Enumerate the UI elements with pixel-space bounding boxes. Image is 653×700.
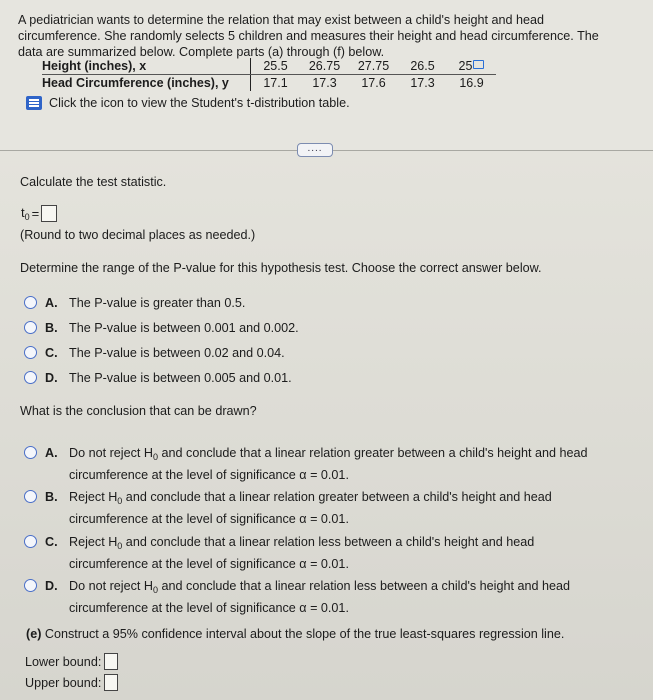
radio-button[interactable] — [24, 346, 37, 359]
y-value-4: 17.3 — [410, 76, 435, 90]
radio-button[interactable] — [24, 371, 37, 384]
y-value-1: 17.1 — [263, 76, 288, 90]
pvalue-option-c[interactable]: C. The P-value is between 0.02 and 0.04. — [24, 344, 285, 362]
radio-button[interactable] — [24, 490, 37, 503]
data-table — [42, 58, 496, 91]
pvalue-option-a[interactable]: A. The P-value is greater than 0.5. — [24, 294, 245, 312]
x-value-2: 26.75 — [300, 58, 349, 75]
y-value-2: 17.3 — [312, 76, 337, 90]
conclusion-option-c[interactable]: C. Reject $H_0$ and conclude that a linear relation less between a child's height and head circumference at the level of significance α = 0.01. — [24, 533, 614, 573]
radio-button[interactable] — [24, 296, 37, 309]
problem-intro — [18, 12, 643, 60]
equals-sign: = — [31, 206, 40, 221]
pvalue-prompt: Determine the range of the P-value for this hypothesis test. Choose the correct answer below. — [20, 261, 542, 275]
head-circumference-row-label: Head Circumference (inches), y — [42, 75, 251, 92]
intro-line-3: data are summarized below. Complete parts (a) through (f) below. — [18, 45, 385, 59]
y-value-5: 16.9 — [459, 76, 484, 90]
y-value-3: 17.6 — [361, 76, 386, 90]
x-value-1: 25.5 — [251, 58, 301, 75]
t-table-link-text: Click the icon to view the Student's t-distribution table. — [49, 96, 350, 110]
conclusion-option-d[interactable]: D. Do not reject $H_0$ and conclude that a linear relation less between a child's height and head circumference at the level of significance α = 0.01. — [24, 577, 614, 617]
x-value-4: 26.5 — [398, 58, 447, 75]
conclusion-option-a[interactable]: A. Do not reject $H_0$ and conclude that a linear relation greater between a child's height and head circumference at the level of significance α = 0.01. — [24, 444, 614, 484]
lower-bound-input[interactable] — [104, 653, 118, 670]
radio-button[interactable] — [24, 446, 37, 459]
height-row-label: Height (inches), x — [42, 58, 251, 75]
pvalue-option-d[interactable]: D. The P-value is between 0.005 and 0.01. — [24, 369, 292, 387]
intro-line-2: circumference. She randomly selects 5 children and measures their height and head circumference. The — [18, 29, 599, 43]
conclusion-prompt: What is the conclusion that can be drawn? — [20, 404, 257, 418]
radio-button[interactable] — [24, 535, 37, 548]
copy-data-icon[interactable] — [473, 60, 484, 69]
t-label: $t_0$ — [21, 205, 30, 222]
x-value-5: 25 — [458, 59, 473, 73]
t-table-link[interactable] — [26, 96, 350, 110]
upper-bound-input[interactable] — [104, 674, 118, 691]
conclusion-option-b[interactable]: B. Reject $H_0$ and conclude that a linear relation greater between a child's height and head circumference at the level of significance α = 0.01. — [24, 488, 614, 528]
lower-bound-row — [25, 653, 118, 670]
expand-more-button[interactable]: .... — [297, 143, 333, 157]
x-value-3: 27.75 — [349, 58, 398, 75]
radio-button[interactable] — [24, 321, 37, 334]
confidence-interval-prompt: (e) Construct a 95% confidence interval about the slope of the true least-squares regression line. — [26, 627, 565, 641]
height-row — [42, 58, 496, 75]
test-statistic-prompt: Calculate the test statistic. — [20, 175, 167, 189]
pvalue-option-b[interactable]: B. The P-value is between 0.001 and 0.002. — [24, 319, 299, 337]
upper-bound-label: Upper bound: — [25, 675, 102, 690]
radio-button[interactable] — [24, 579, 37, 592]
upper-bound-row — [25, 674, 118, 691]
book-icon[interactable] — [26, 96, 42, 110]
rounding-hint: (Round to two decimal places as needed.) — [20, 228, 256, 242]
intro-line-1: A pediatrician wants to determine the relation that may exist between a child's height and head — [18, 13, 545, 27]
t-statistic-input[interactable] — [41, 205, 57, 222]
t-statistic-entry — [21, 205, 57, 222]
head-circumference-row — [42, 75, 496, 92]
lower-bound-label: Lower bound: — [25, 654, 102, 669]
